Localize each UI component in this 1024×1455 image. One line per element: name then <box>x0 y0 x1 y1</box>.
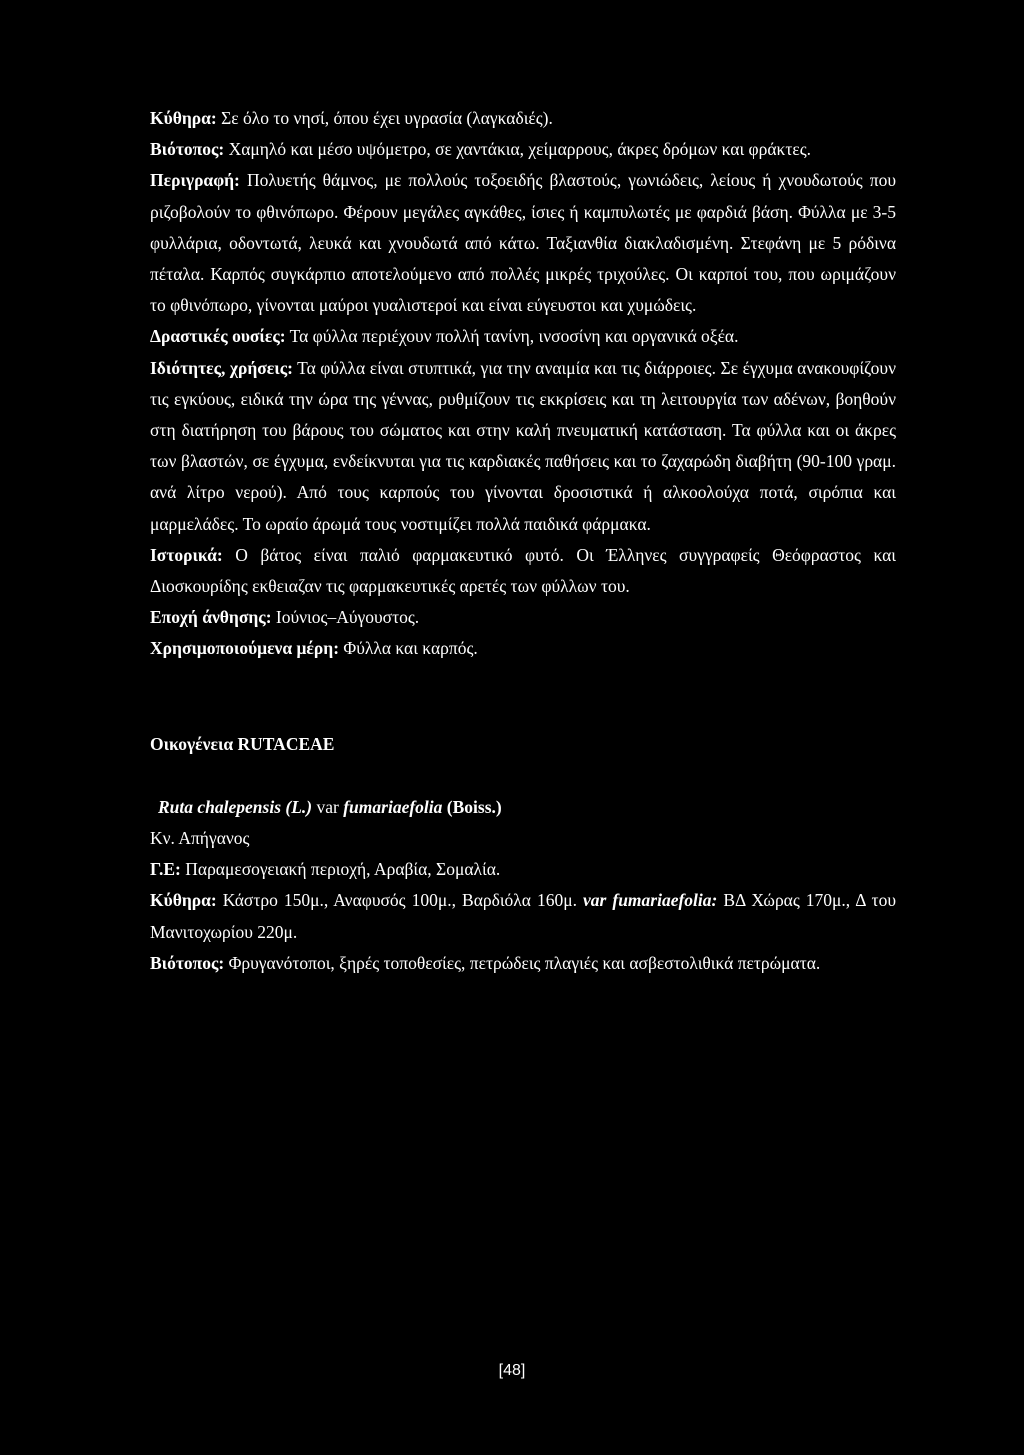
distribution-text: Παραμεσογειακή περιοχή, Αραβία, Σομαλία. <box>180 859 501 880</box>
properties-paragraph <box>150 353 896 540</box>
kythira-locations-text: Κάστρο 150μ., Αναφυσός 100μ., Βαρδιόλα 160μ. <box>216 890 584 911</box>
species-var-name: fumariaefolia <box>343 796 443 817</box>
kythira-locations-text-2: ΒΔ Χώρας 170μ., Δ του Μανιτοχωρίου 220μ. <box>150 890 896 942</box>
kythira-label: Κύθηρα: <box>150 108 217 128</box>
active-substances-text: Τα φύλλα περιέχουν πολλή τανίνη, ινσοσίνη και οργανικά οξέα. <box>285 326 739 347</box>
distribution-label: Γ.Ε: <box>150 859 181 880</box>
distribution-paragraph <box>150 854 896 885</box>
page-content <box>150 103 896 979</box>
species-genus: Ruta chalepensis (L.) <box>158 796 313 817</box>
properties-text: Τα φύλλα είναι στυπτικά, για την αναιμία και τις διάρροιες. Σε έγχυμα ανακουφίζουν τις εγκύους, ειδικά την ώρα της γέννας, ρυθμίζουν τις εκκρίσεις και τη λειτουργία των αδένων, βοηθούν στη διατήρηση του βάρους του σώματος και στην καλή πνευματική κατάσταση. Τα φύλλα και οι άκρες των βλαστών, σε έγχυμα, ενδείκνυται για τις καρδιακές παθήσεις και το ζαχαρώδη διαβήτη (90-100 γραμ. ανά λίτρο νερού). Από τους καρπούς του γίνονται δροσιστικά ή αλκοολούχα ποτά, σιρόπια και μαρμελάδες. Το ωραίο άρωμά τους νοστιμίζει πολλά παιδικά φάρμακα. <box>150 357 896 534</box>
species-biotope-paragraph <box>150 948 896 979</box>
kythira-locations-paragraph <box>150 885 896 947</box>
flowering-text: Ιούνιος–Αύγουστος. <box>271 607 420 628</box>
history-paragraph <box>150 540 896 602</box>
family-name: RUTACEAE <box>237 733 335 754</box>
history-label: Ιστορικά: <box>150 544 223 565</box>
family-prefix: Οικογένεια <box>150 733 238 754</box>
species-name <box>158 792 896 823</box>
biotope-paragraph <box>150 134 896 165</box>
properties-label: Ιδιότητες, χρήσεις: <box>150 357 293 378</box>
parts-paragraph <box>150 633 896 664</box>
species-biotope-label: Βιότοπος: <box>150 952 225 973</box>
family-heading <box>150 729 896 760</box>
parts-label: Χρησιμοποιούμενα μέρη: <box>150 638 340 659</box>
kythira-locations-label: Κύθηρα: <box>150 890 217 911</box>
kythira-var-name: var fumariaefolia: <box>583 890 718 911</box>
species-author: (Boiss.) <box>442 796 502 817</box>
biotope-label: Βιότοπος: <box>150 139 225 160</box>
page-number: [48] <box>498 1362 526 1379</box>
active-substances-label: Δραστικές ουσίες: <box>150 326 286 347</box>
common-name: Κν. Απήγανος <box>150 828 250 849</box>
species-biotope-text: Φρυγανότοποι, ξηρές τοποθεσίες, πετρώδεις πλαγιές και ασβεστολιθικά πετρώματα. <box>224 952 821 973</box>
description-label: Περιγραφή: <box>150 170 240 191</box>
kythira-paragraph <box>150 103 896 134</box>
kythira-text: Σε όλο το νησί, όπου έχει υγρασία (λαγκαδιές). <box>216 108 553 128</box>
active-substances-paragraph <box>150 321 896 352</box>
flowering-label: Εποχή άνθησης: <box>150 607 272 628</box>
species-var-word: var <box>312 796 344 817</box>
biotope-text: Χαμηλό και μέσο υψόμετρο, σε χαντάκια, χείμαρρους, άκρες δρόμων και φράκτες. <box>224 139 812 160</box>
flowering-paragraph <box>150 602 896 633</box>
parts-text: Φύλλα και καρπός. <box>339 638 478 659</box>
description-paragraph <box>150 165 896 321</box>
description-text: Πολυετής θάμνος, με πολλούς τοξοειδής βλαστούς, γωνιώδεις, λείους ή χνουδωτούς που ριζοβολούν το φθινόπωρο. Φέρουν μεγάλες αγκάθες, ίσιες ή καμπυλωτές με φαρδιά βάση. Φύλλα με 3-5 φυλλάρια, οδοντωτά, λευκά και χνουδωτά από κάτω. Ταξιανθία διακλαδισμένη. Στεφάνη με 5 ρόδινα πέταλα. Καρπός συγκάρπιο αποτελούμενο από πολλές μικρές τριχούλες. Οι καρποί του, που ωριμάζουν το φθινόπωρο, γίνονται μαύροι γυαλιστεροί και είναι εύγευστοι και χυμώδεις. <box>150 170 896 316</box>
history-text: Ο βάτος είναι παλιό φαρμακευτικό φυτό. Οι Έλληνες συγγραφείς Θεόφραστος και Διοσκουρίδης εκθειαζαν τις φαρμακευτικές αρετές των φύλλων του. <box>150 544 896 597</box>
